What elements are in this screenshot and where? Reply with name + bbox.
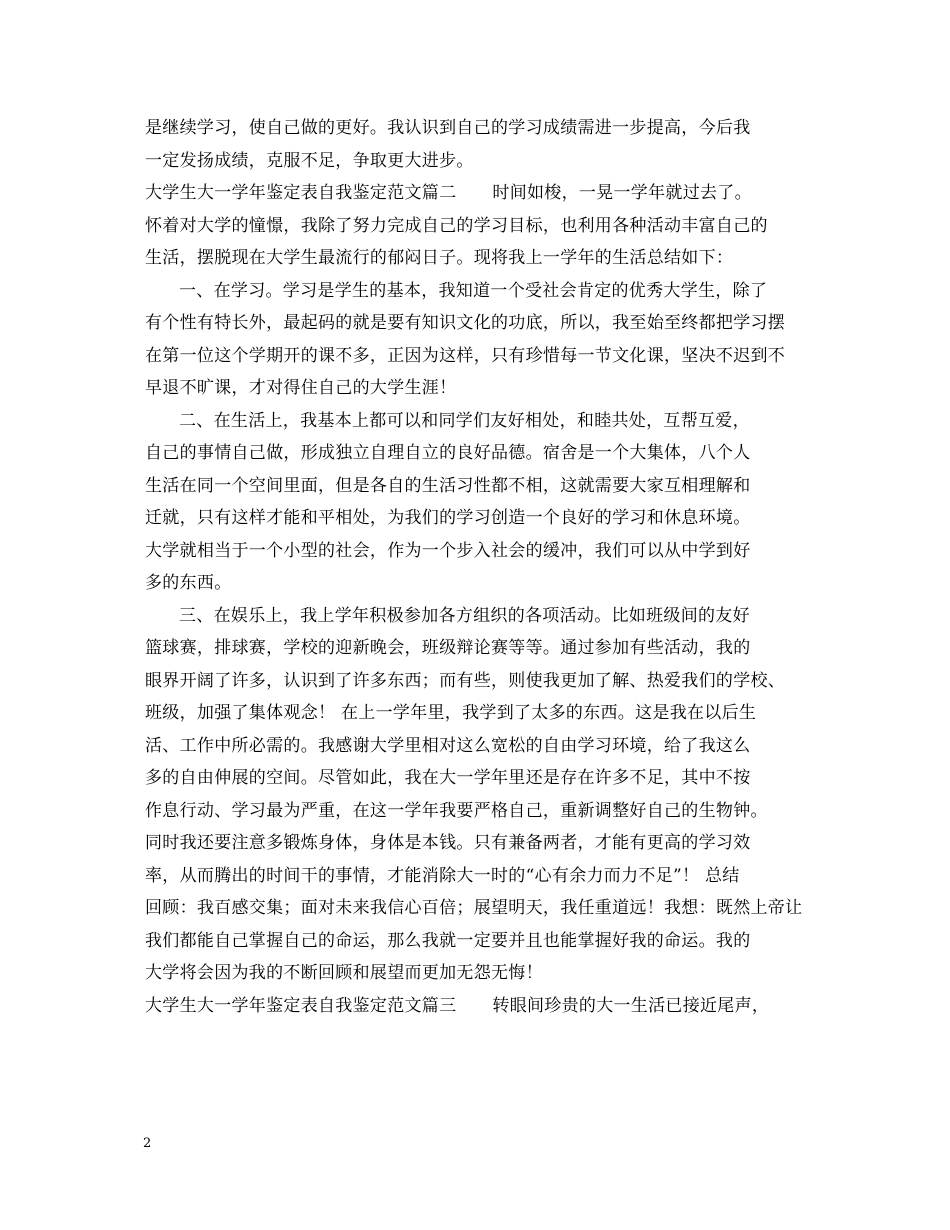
paragraph-start-line: 一、在学习。学习是学生的基本，我知道一个受社会肯定的优秀大学生，除了: [179, 280, 768, 301]
paragraph-start-line: 二、在生活上，我基本上都可以和同学们友好相处，和睦共处，互帮互爱，: [179, 410, 750, 431]
page-number: 2: [143, 1136, 152, 1151]
text-line: 篮球赛，排球赛，学校的迎新晚会，班级辩论赛等等。通过参加有些活动，我的: [145, 638, 751, 658]
text-line: 多的自由伸展的空间。尽管如此，我在大一学年里还是存在许多不足，其中不按: [145, 768, 751, 788]
text-line: 早退不旷课，才对得住自己的大学生涯！: [145, 378, 457, 398]
text-line: 迁就，只有这样才能和平相处，为我们的学习创造一个良好的学习和休息环境。: [145, 508, 751, 528]
text-line: 生活，摆脱现在大学生最流行的郁闷日子。现将我上一学年的生活总结如下：: [145, 248, 734, 268]
text-line: 回顾：我百感交集；面对未来我信心百倍；展望明天，我任重道远！我想：既然上帝让: [145, 898, 803, 918]
text-line: 一定发扬成绩，克服不足，争取更大进步。: [145, 150, 474, 171]
text-line: 班级，加强了集体观念！ 在上一学年里，我学到了太多的东西。这是我在以后生: [145, 703, 757, 723]
paragraph-start-line: 三、在娱乐上，我上学年积极参加各方组织的各项活动。比如班级间的友好: [179, 605, 750, 626]
text-line: 自己的事情自己做，形成独立自理自立的良好品德。宿舍是一个大集体，八个人: [145, 443, 751, 463]
text-line: 是继续学习，使自己做的更好。我认识到自己的学习成绩需进一步提高，今后我: [145, 118, 751, 138]
text-segment: 转眼间珍贵的大一生活已接近尾声，: [492, 995, 770, 1016]
document-body: [145, 112, 815, 1022]
section-heading: 大学生大一学年鉴定表自我鉴定范文篇三: [145, 995, 457, 1016]
section-heading-line: [145, 177, 815, 210]
text-line: 我们都能自己掌握自己的命运，那么我就一定要并且也能掌握好我的命运。我的: [145, 930, 751, 951]
text-line: 眼界开阔了许多，认识到了许多东西；而有些，则使我更加了解、热爱我们的学校、: [145, 670, 786, 691]
text-line: 在第一位这个学期开的课不多，正因为这样，只有珍惜每一节文化课，坚决不迟到不: [145, 345, 786, 366]
text-line: 有个性有特长外，最起码的就是要有知识文化的功底，所以，我至始至终都把学习摆: [145, 313, 786, 333]
section-heading: 大学生大一学年鉴定表自我鉴定范文篇二: [145, 183, 457, 203]
text-segment: 时间如梭，一晃一学年就过去了。: [492, 183, 752, 203]
text-line: 大学就相当于一个小型的社会，作为一个步入社会的缓冲，我们可以从中学到好: [145, 540, 751, 561]
text-line: 作息行动、学习最为严重，在这一学年我要严格自己，重新调整好自己的生物钟。: [145, 800, 768, 821]
text-line: 活、工作中所必需的。我感谢大学里相对这么宽松的自由学习环境，给了我这么: [145, 735, 751, 756]
text-line: 多的东西。: [145, 573, 232, 593]
text-line: 生活在同一个空间里面，但是各自的生活习性都不相，这就需要大家互相理解和: [145, 475, 751, 496]
text-line: 同时我还要注意多锻炼身体，身体是本钱。只有兼备两者，才能有更高的学习效: [145, 833, 751, 853]
section-heading-line: [145, 990, 815, 1023]
text-line: 大学将会因为我的不断回顾和展望而更加无怨无悔！: [145, 963, 543, 983]
text-line: 率，从而腾出的时间干的事情，才能消除大一时的“心有余力而力不足”！ 总结: [145, 865, 740, 886]
text-line: 怀着对大学的憧憬，我除了努力完成自己的学习目标，也利用各种活动丰富自己的: [145, 215, 768, 236]
